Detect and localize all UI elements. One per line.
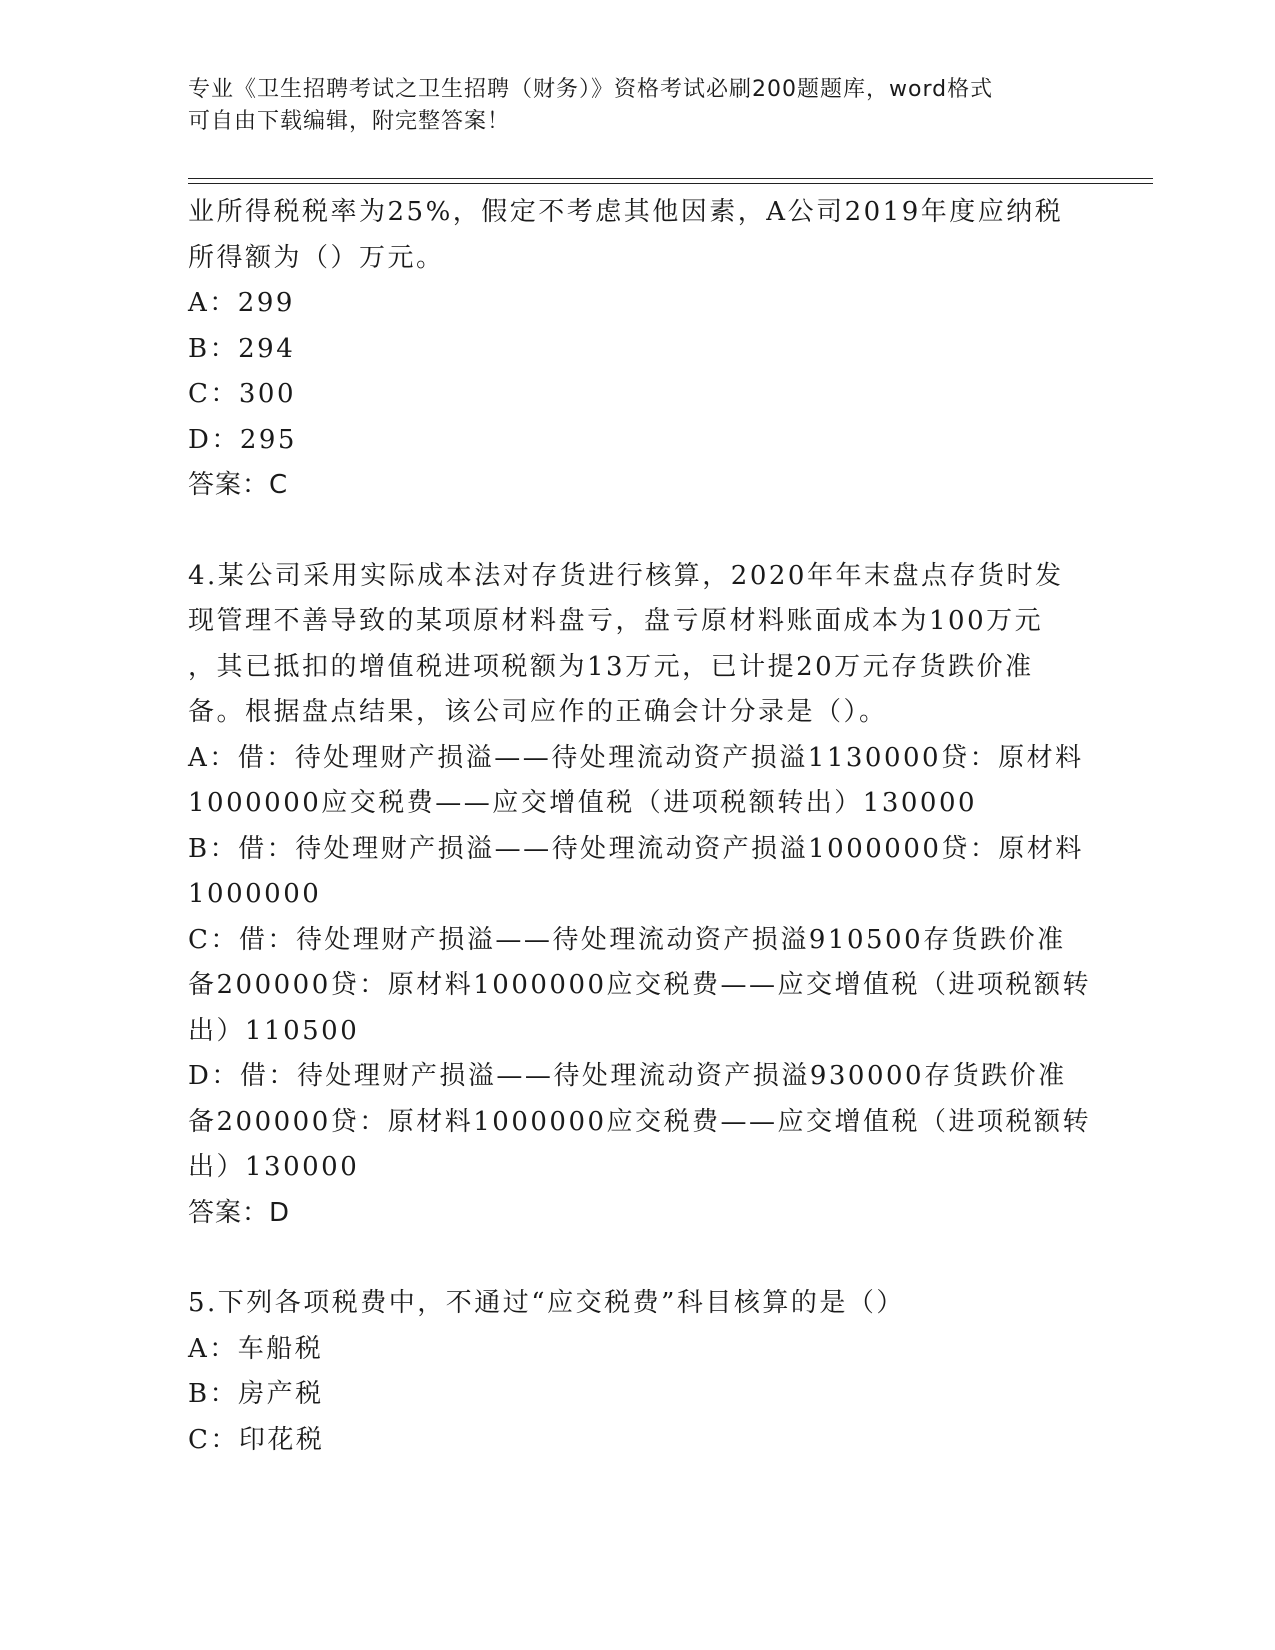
header-line-2: 可自由下载编辑，附完整答案！: [188, 109, 511, 134]
option-b-continued: 1000000: [188, 879, 322, 909]
option-c: C：印花税: [188, 1424, 325, 1455]
question-text-line: 现管理不善导致的某项原材料盘亏，盘亏原材料账面成本为100万元: [188, 606, 1044, 636]
question-text-line: 所得额为（）万元。: [188, 242, 445, 273]
option-d: D：295: [188, 424, 297, 455]
option-a: A：车船税: [188, 1333, 324, 1364]
answer-line: 答案：C: [188, 470, 289, 500]
option-b: B：借：待处理财产损溢——待处理流动资产损溢1000000贷：原材料: [188, 833, 1084, 864]
spacer: [188, 1236, 1088, 1281]
answer-line: 答案：D: [188, 1197, 291, 1228]
option-a: A：借：待处理财产损溢——待处理流动资产损溢1130000贷：原材料: [188, 742, 1084, 773]
question-text-line: ，其已抵扣的增值税进项税额为13万元，已计提20万元存货跌价准: [188, 651, 1034, 682]
option-c-continued: 备200000贷：原材料1000000应交税费——应交增值税（进项税额转: [188, 970, 1092, 1000]
document-header: [188, 74, 1088, 138]
option-d-continued: 出）130000: [188, 1152, 360, 1182]
option-a-continued: 1000000应交税费——应交增值税（进项税额转出）130000: [188, 788, 978, 818]
option-c: C：300: [188, 379, 297, 409]
question-3-tail: [188, 190, 1088, 509]
header-divider-bottom: [188, 183, 1153, 184]
question-text-line: 4.某公司采用实际成本法对存货进行核算，2020年年末盘点存货时发: [188, 560, 1064, 591]
spacer: [188, 509, 1088, 554]
question-text-line: 业所得税税率为25%，假定不考虑其他因素，A公司2019年度应纳税: [188, 197, 1064, 227]
option-d: D：借：待处理财产损溢——待处理流动资产损溢930000存货跌价准: [188, 1061, 1067, 1091]
option-a: A：299: [188, 288, 295, 318]
option-b: B：房产税: [188, 1379, 324, 1409]
option-c: C：借：待处理财产损溢——待处理流动资产损溢910500存货跌价准: [188, 924, 1066, 955]
header-divider-top: [188, 178, 1153, 179]
option-b: B：294: [188, 333, 296, 364]
document-body: [188, 190, 1092, 1463]
option-d-continued: 备200000贷：原材料1000000应交税费——应交增值税（进项税额转: [188, 1106, 1092, 1137]
question-text-line: 5.下列各项税费中，不通过“应交税费”科目核算的是（）: [188, 1288, 905, 1318]
option-c-continued: 出）110500: [188, 1015, 360, 1046]
question-4: [188, 554, 1092, 1237]
question-5: [188, 1281, 1088, 1463]
header-line-1: 专业《卫生招聘考试之卫生招聘（财务）》资格考试必刷200题题库，word格式: [188, 77, 994, 102]
question-text-line: 备。根据盘点结果，该公司应作的正确会计分录是（）。: [188, 697, 888, 727]
